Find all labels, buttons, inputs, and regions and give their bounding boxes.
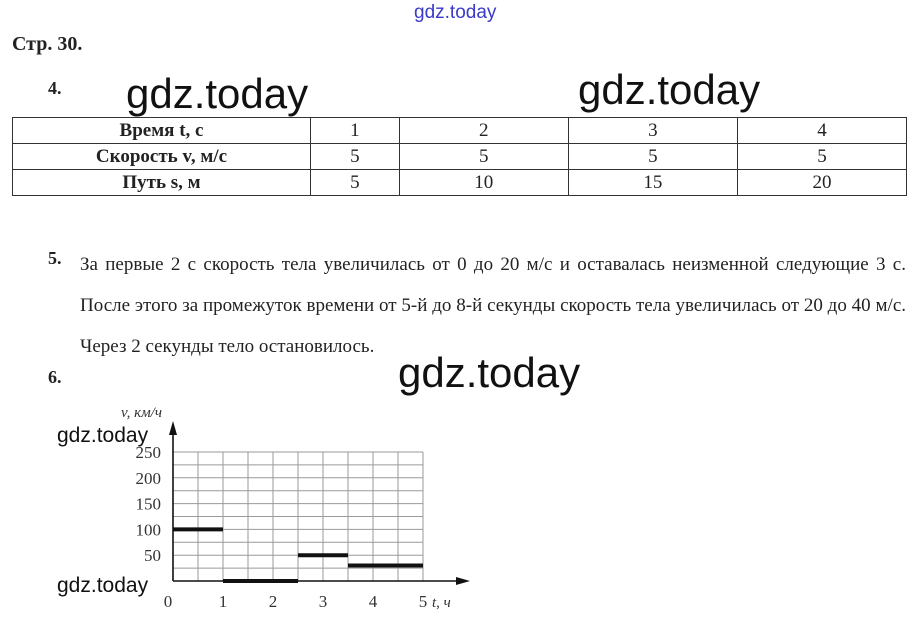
x-tick-label: 0 [163,592,173,611]
row-header-time: Время t, с [13,118,311,144]
table-cell: 10 [399,170,568,196]
watermark-small: gdz.today [57,574,149,597]
y-tick-label: 50 [144,546,161,566]
x-tick-label: 4 [368,592,378,611]
watermark-top: gdz.today [414,2,497,23]
y-tick-label: 150 [135,494,161,514]
watermark-large: gdz.today [398,349,581,396]
table-cell: 3 [568,118,737,144]
table-cell: 5 [737,144,906,170]
table-cell: 5 [568,144,737,170]
row-header-speed: Скорость v, м/с [13,144,311,170]
task-4-number: 4. [48,78,62,98]
task-5-number: 5. [48,248,62,268]
table-row [13,144,907,170]
task-5-text: За первые 2 с скорость тела увеличилась от 0 до 20 м/с и оставалась неизменной следующие 3 с. После этого за промежуток времени от 5-й до 8-й секунды скорость тела увеличилась от 20 до 40 м/с. Через 2 секунды тело остановилось. [80,254,906,357]
table-cell: 1 [311,118,400,144]
y-axis-label: v, км/ч [121,405,162,421]
x-tick-label: 3 [318,592,328,611]
table-cell: 5 [399,144,568,170]
table-cell: 5 [311,170,400,196]
table-cell: 2 [399,118,568,144]
table-cell: 15 [568,170,737,196]
task-6-number: 6. [48,367,62,387]
x-tick-label: 5 [418,592,428,611]
y-tick-label: 100 [135,520,161,540]
row-header-distance: Путь s, м [13,170,311,196]
table-row [13,118,907,144]
watermark-small: gdz.today [57,424,149,447]
x-tick-label: 2 [268,592,278,611]
chart-axes [169,421,470,585]
task-4-table [12,117,907,196]
y-tick-label: 200 [135,468,161,488]
page-label: Стр. 30. [12,33,83,55]
table-cell: 4 [737,118,906,144]
x-axis-arrow [456,577,470,585]
speed-time-chart [0,395,480,620]
chart-grid [173,452,423,581]
table-cell: 5 [311,144,400,170]
x-axis-label: t, ч [432,595,451,611]
table-row [13,170,907,196]
table-cell: 20 [737,170,906,196]
watermark-large: gdz.today [126,70,309,117]
x-tick-label: 1 [218,592,228,611]
watermark-large: gdz.today [578,66,761,113]
y-axis-arrow [169,421,177,435]
y-tick-label: 250 [135,443,161,462]
